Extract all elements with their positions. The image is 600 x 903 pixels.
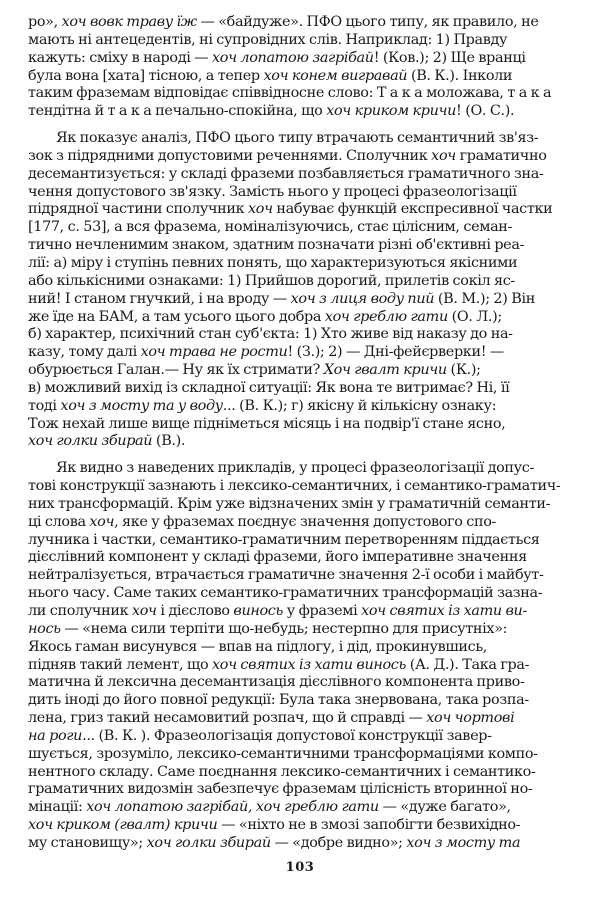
paragraph — [28, 460, 572, 853]
italic-phrase: хоч криком (гвалт) кричи — [28, 817, 218, 834]
text-run: нейтралізується, втрачається граматичне значення 2-ї особи і майбут- — [28, 567, 544, 584]
text-run: дієслівний компонент у складі фраземи, його імперативне значення — [28, 549, 527, 566]
text-line — [28, 166, 572, 184]
italic-phrase: нось — [28, 620, 61, 637]
text-line — [28, 567, 572, 585]
text-line — [28, 273, 572, 291]
italic-phrase: хоч — [131, 603, 157, 619]
text-line — [28, 184, 572, 202]
text-line — [28, 746, 572, 764]
text-line — [28, 621, 572, 639]
text-run: — «добре видно»; — [270, 834, 407, 851]
text-line — [28, 835, 572, 853]
text-line — [28, 728, 572, 746]
text-run: ... (В. К. ). Фразеологізація допустової конструкції завер- — [82, 727, 492, 744]
text-run: мають ні антецедентів, ні супровідних слів. Наприклад: 1) Правду — [28, 31, 508, 48]
text-run: нього часу. Саме таких семантико-граматичних трансформацій зазна- — [28, 585, 543, 602]
text-run: ! (О. С.). — [456, 103, 515, 120]
text-line — [28, 14, 572, 32]
text-run: казу, тому далі — [28, 344, 141, 361]
text-line — [28, 657, 572, 675]
italic-phrase: Хоч гвалт кричи — [323, 362, 447, 379]
italic-phrase: хоч лопатою загрібай, хоч греблю гати — [86, 799, 379, 816]
italic-phrase: хоч чортові — [426, 710, 515, 727]
text-run: мінації: — [28, 799, 87, 816]
text-run: дить іноді до його повної редукції: Була така знервована, така розпа- — [28, 692, 529, 709]
text-run: і дієслово — [156, 603, 234, 619]
text-line — [28, 344, 572, 362]
text-run: — «дуже багато», — [378, 799, 511, 816]
italic-phrase: хоч — [248, 201, 273, 218]
text-run: — «байдуже». ПФО цього типу, як правило, не — [196, 14, 539, 30]
italic-phrase: хоч святих із хати ви- — [361, 603, 527, 619]
italic-phrase: хоч з мосту та — [406, 834, 521, 851]
text-run: тендітна й т а к а печально-спокійна, що — [28, 103, 327, 120]
text-run: лії: а) міру і ступінь певних понять, що характеризуються якісними — [28, 254, 518, 271]
text-line — [28, 496, 572, 514]
text-line — [28, 817, 572, 835]
text-run: зок з підрядними допустовими реченнями. Сполучник — [28, 147, 432, 164]
text-line — [28, 674, 572, 692]
text-run: (К.); — [446, 362, 481, 379]
text-line — [28, 291, 572, 309]
text-line — [28, 603, 572, 621]
italic-phrase: хоч лопатою загрібай — [212, 49, 374, 66]
text-line — [28, 781, 572, 799]
italic-phrase: хоч трава не рости — [140, 344, 288, 361]
text-run: — «ніхто не в змозі запобігти безвихідно- — [217, 817, 521, 834]
text-run: шується, зрозуміло, лексико-семантичними трансформаціями компо- — [28, 745, 538, 762]
text-line — [28, 326, 572, 344]
text-run: тові конструкції зазнають і лексико-семантичних, і семантико-граматич- — [28, 478, 561, 495]
text-run: Якось гаман висунувся — впав на підлогу, і дід, прокинувшись, — [28, 638, 488, 655]
text-run: таким фраземам відповідає співвідносне слово: Т а к а моложава, т а к а — [28, 85, 552, 102]
text-line — [28, 68, 572, 86]
text-run: Як видно з наведених прикладів, у процесі фразеологізації допус- — [56, 460, 534, 477]
text-run: [177, с. 53], а вся фразема, номіналізуючись, стає цілісним, семан- — [28, 219, 513, 236]
text-line — [28, 416, 572, 434]
text-run: тично нечленимим знаком, здатним позначати різні об'єктивні реа- — [28, 237, 525, 254]
text-run: була вона [хата] тісною, а тепер — [28, 67, 264, 84]
text-run: ! (Ков.); 2) Ще вранці — [373, 49, 526, 66]
text-run: (В. М.); 2) Він — [434, 290, 535, 307]
text-run: б) характер, психічний стан суб'єкта: 1) Хто живе від наказу до на- — [28, 326, 513, 343]
text-line — [28, 514, 572, 532]
text-run: ро», — [28, 14, 62, 30]
text-line — [28, 32, 572, 50]
text-run: граматично — [455, 147, 547, 164]
text-line — [28, 148, 572, 166]
text-line — [28, 639, 572, 657]
book-page-text — [28, 14, 572, 853]
text-line — [28, 799, 572, 817]
italic-phrase: хоч святих із хати винось — [211, 656, 406, 673]
text-run: набуває функцій експресивної частки — [272, 201, 553, 218]
paragraph-gap — [28, 121, 572, 130]
text-line — [28, 255, 572, 273]
text-line — [28, 380, 572, 398]
text-line — [28, 764, 572, 782]
text-line — [28, 237, 572, 255]
text-line — [28, 460, 572, 478]
text-run: (В. К.). Інколи — [407, 67, 513, 84]
text-run: — «нема сили терпіти що-небудь; нестерпно для присутніх»: — [60, 620, 508, 637]
text-line — [28, 362, 572, 380]
page-number: 103 — [285, 860, 315, 875]
text-run: підняв такий лемент, що — [28, 656, 212, 673]
italic-phrase: хоч — [89, 513, 115, 530]
paragraph-gap — [28, 451, 572, 460]
paragraph — [28, 130, 572, 451]
text-run: чення допустового зв'язку. Замість нього у процесі фразеологізації — [28, 183, 517, 200]
text-run: , яке у фраземах поєднує значення допустового спо- — [114, 513, 497, 530]
italic-phrase: хоч з мосту та у воду — [60, 397, 223, 414]
text-run: Як показує аналіз, ПФО цього типу втрачають семантичний зв'яз- — [56, 130, 539, 147]
text-line — [28, 433, 572, 451]
text-run: ці слова — [28, 513, 90, 530]
italic-phrase: винось — [233, 603, 284, 619]
italic-phrase: хоч голки збирай — [146, 834, 271, 851]
text-run: у фраземі — [283, 603, 362, 619]
text-run: (О. Л.); — [447, 308, 502, 325]
text-line — [28, 478, 572, 496]
text-run: кажуть: сміху в народі — — [28, 49, 212, 66]
text-line — [28, 532, 572, 550]
text-line — [28, 130, 572, 148]
text-run: десемантизується: у складі фраземи позбавляється граматичного зна- — [28, 165, 544, 182]
text-line — [28, 398, 572, 416]
italic-phrase: хоч голки збирай — [28, 433, 153, 450]
text-run: ний! І станом гнучкий, і на вроду — — [28, 290, 291, 307]
italic-phrase: хоч вовк траву їж — [61, 14, 197, 30]
text-run: обурюється Галан.— Ну як їх стримати? — [28, 362, 324, 379]
italic-phrase: хоч криком кричи — [326, 103, 457, 120]
paragraph — [28, 14, 572, 121]
text-run: Тож нехай лише вище підніметься місяць і на подвір'ї стане ясно, — [28, 415, 506, 432]
text-run: лена, гриз такий несамовитий розпач, що й справді — — [28, 710, 427, 727]
text-line — [28, 549, 572, 567]
text-run: нентного складу. Саме поєднання лексико-семантичних і семантико- — [28, 763, 536, 780]
text-line — [28, 201, 572, 219]
italic-phrase: хоч конем вигравай — [263, 67, 408, 84]
text-line — [28, 309, 572, 327]
italic-phrase: хоч — [431, 147, 456, 164]
text-run: (В.). — [152, 433, 186, 450]
text-run: (А. Д.). Така гра- — [406, 656, 530, 673]
text-line — [28, 103, 572, 121]
text-run: або кількісними ознаками: 1) Прийшов дорогий, прилетів сокіл яс- — [28, 272, 515, 289]
italic-phrase: на роги — [28, 727, 83, 744]
text-run: граматичних видозмін забезпечує фраземам цілісність вторинної но- — [28, 781, 533, 798]
text-line — [28, 219, 572, 237]
text-run: підрядної частини сполучник — [28, 201, 248, 218]
text-run: матична й лексична десемантизація дієслівного компонента приво- — [28, 674, 525, 691]
text-run: ... (В. К.); г) якісну й кількісну ознаку: — [222, 397, 497, 414]
text-run: му становищу»; — [28, 834, 147, 851]
text-run: в) можливий вихід із складної ситуації: Як вона те витримає? Ні, її — [28, 379, 510, 396]
text-run: ли сполучник — [28, 603, 132, 619]
text-line — [28, 585, 572, 603]
text-line — [28, 85, 572, 103]
text-run: же їде на БАМ, а там усього цього добра — [28, 308, 325, 325]
text-run: ! (З.); 2) — Дні-фейєрверки! — — [287, 344, 504, 361]
text-run: них трансформацій. Крім уже відзначених змін у граматичній семанти- — [28, 495, 551, 512]
italic-phrase: хоч з лиця воду пий — [290, 290, 435, 307]
text-line — [28, 692, 572, 710]
text-run: лучника і частки, семантико-граматичним перетворенням піддається — [28, 531, 540, 548]
text-line — [28, 710, 572, 728]
italic-phrase: хоч греблю гати — [324, 308, 448, 325]
text-line — [28, 50, 572, 68]
text-run: тоді — [28, 397, 61, 414]
